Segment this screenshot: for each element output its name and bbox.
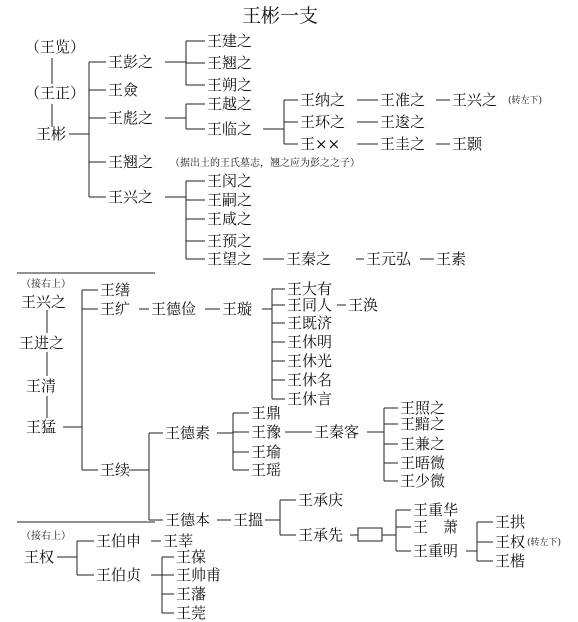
node-wang-minzhi: 王闵之 [207,172,253,190]
node-wang-qinke: 王秦客 [314,423,360,441]
node-wang-xingzhi-2: 王兴之 [452,91,498,109]
node-wang-qiaozhi: 王翘之 [108,153,154,171]
node-wang-xx: 王×× [300,135,341,153]
node-wang-gong: 王拱 [495,513,526,531]
node-wang-xiao: 王 萧 [413,518,459,536]
node-wang-su: 王素 [436,250,467,268]
node-wang-xu: 王续 [100,461,131,479]
node-wang-shan: 王缮 [100,281,131,299]
node-wang-xingzhi-3: 王兴之 [21,293,67,311]
node-wang-yu-2: 王瑜 [251,443,282,461]
node-wang-jianzhi: 王建之 [207,32,253,50]
node-wang-fan: 王藩 [176,585,207,603]
node-wang-chengxian: 王承先 [298,526,344,544]
node-wang-qiaozhi-2: 王翘之 [207,54,253,72]
node-wang-deben: 王德本 [165,511,211,529]
node-wang-wen: 王搵 [233,511,264,529]
node-wang-quan-root: 王权 [24,548,55,566]
node-wang-biaozhi: 王彪之 [108,109,154,127]
node-wang-yuezhi: 王越之 [207,95,253,113]
continue-note-2: （接右上） [21,531,71,542]
node-wang-huan: 王涣 [348,296,379,314]
node-wang-qian: 王僉 [108,81,139,99]
node-wang-chonghua: 王重华 [413,501,459,519]
node-wang-zhaozhi: 王照之 [400,399,446,417]
node-wang-yuzhi: 王预之 [207,232,253,250]
node-wang-xiuming-2: 王休名 [287,371,333,389]
node-wang-xingzhi: 王兴之 [108,188,154,206]
quan-note: (转左下) [527,538,562,548]
node-wang-wangzhi: 王望之 [207,250,253,268]
qiao-note: （据出土的王氏墓志，翘之应为彭之之子） [170,158,360,169]
node-wang-yuanhong: 王元弘 [366,250,412,268]
node-wang-zhunzhi: 王准之 [380,91,426,109]
node-wang-xiuming: 王休明 [287,333,333,351]
node-wang-desu: 王德素 [165,424,211,442]
node-wang-bao: 王葆 [176,548,207,566]
node-wang-xiuyan: 王休言 [287,390,333,408]
node-wang-jiji: 王既济 [287,314,333,332]
na-note: (转左下) [508,96,543,106]
page-title: 王彬一支 [242,5,319,27]
node-wang-bin: 王彬 [36,125,67,143]
node-wang-chongming: 王重明 [413,542,459,560]
node-wang-xuan: 王璇 [222,300,253,318]
node-wang-hao: 王颢 [452,135,483,153]
node-wang-kai: 王楷 [495,552,526,570]
node-wang-kuang: 王纩 [100,300,131,318]
node-wang-sizhi: 王嗣之 [207,191,253,209]
node-wang-yu: 王豫 [251,423,282,441]
node-wang-qinzhi: 王秦之 [286,250,332,268]
node-wang-huanzhi: 王环之 [300,113,346,131]
node-wang-anzhi: 王黯之 [400,415,446,433]
node-wang-lan: （王览） [25,38,86,56]
node-wang-qunzhi: 王逡之 [380,113,426,131]
node-wang-yao: 王瑶 [251,461,282,479]
node-wang-shaowei: 王少微 [400,472,446,490]
node-wang-boshen: 王伯申 [96,532,142,550]
node-wang-pengzhi: 王彭之 [108,53,154,71]
node-wang-quan: 王权 [495,533,526,551]
node-wang-guizhi: 王圭之 [380,135,426,153]
node-wang-shen: 王莘 [163,532,194,550]
node-wang-ding: 王鼎 [251,404,282,422]
node-wang-xianzhi: 王咸之 [207,210,253,228]
node-wang-jianzhi-2: 王兼之 [400,435,446,453]
node-wang-wuwei: 王晤微 [400,454,446,472]
node-wang-dejian: 王德俭 [151,300,197,318]
node-wang-linzhi: 王临之 [207,120,253,138]
node-wang-bozhen: 王伯贞 [96,566,142,584]
node-wang-zheng: （王正） [25,84,86,102]
node-wang-tongren: 王同人 [287,296,333,314]
node-wang-jinzhi: 王进之 [19,334,65,352]
node-wang-xiuguang: 王休光 [287,352,333,370]
node-wang-meng: 王猛 [26,418,57,436]
node-wang-shuozhi: 王朔之 [207,76,253,94]
node-wang-dayou: 王大有 [287,280,333,298]
node-wang-wan: 王莞 [176,604,207,622]
node-wang-nazhi: 王纳之 [300,91,346,109]
continue-note-1: （接右上） [21,279,71,290]
node-wang-qing: 王清 [26,377,57,395]
node-wang-shuaifu: 王帅甫 [176,566,222,584]
node-wang-chengqing: 王承庆 [298,491,344,509]
